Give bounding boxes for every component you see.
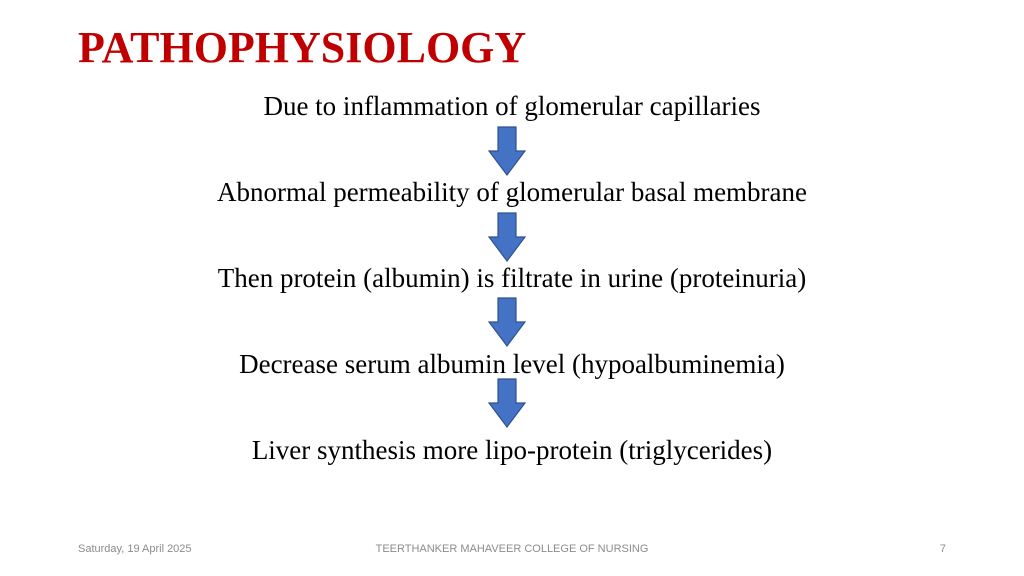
flow-step-1: Due to inflammation of glomerular capillaries: [263, 91, 761, 121]
flow-step-5: Liver synthesis more lipo-protein (triglycerides): [251, 435, 773, 465]
flow-step-3: Then protein (albumin) is filtrate in urine (proteinuria): [217, 263, 807, 293]
down-arrow-icon: [488, 378, 526, 428]
footer-college-name: TEERTHANKER MAHAVEER COLLEGE OF NURSING: [375, 543, 649, 555]
flow-step-4: Decrease serum albumin level (hypoalbuminemia): [239, 349, 785, 379]
down-arrow-icon: [488, 297, 526, 347]
down-arrow-icon: [488, 212, 526, 262]
footer-date: Saturday, 19 April 2025: [78, 543, 192, 555]
down-arrow-icon: [488, 126, 526, 176]
flow-step-2: Abnormal permeability of glomerular basal membrane: [216, 177, 808, 207]
footer-page-number: 7: [939, 543, 946, 555]
slide-title: PATHOPHYSIOLOGY: [78, 23, 527, 72]
